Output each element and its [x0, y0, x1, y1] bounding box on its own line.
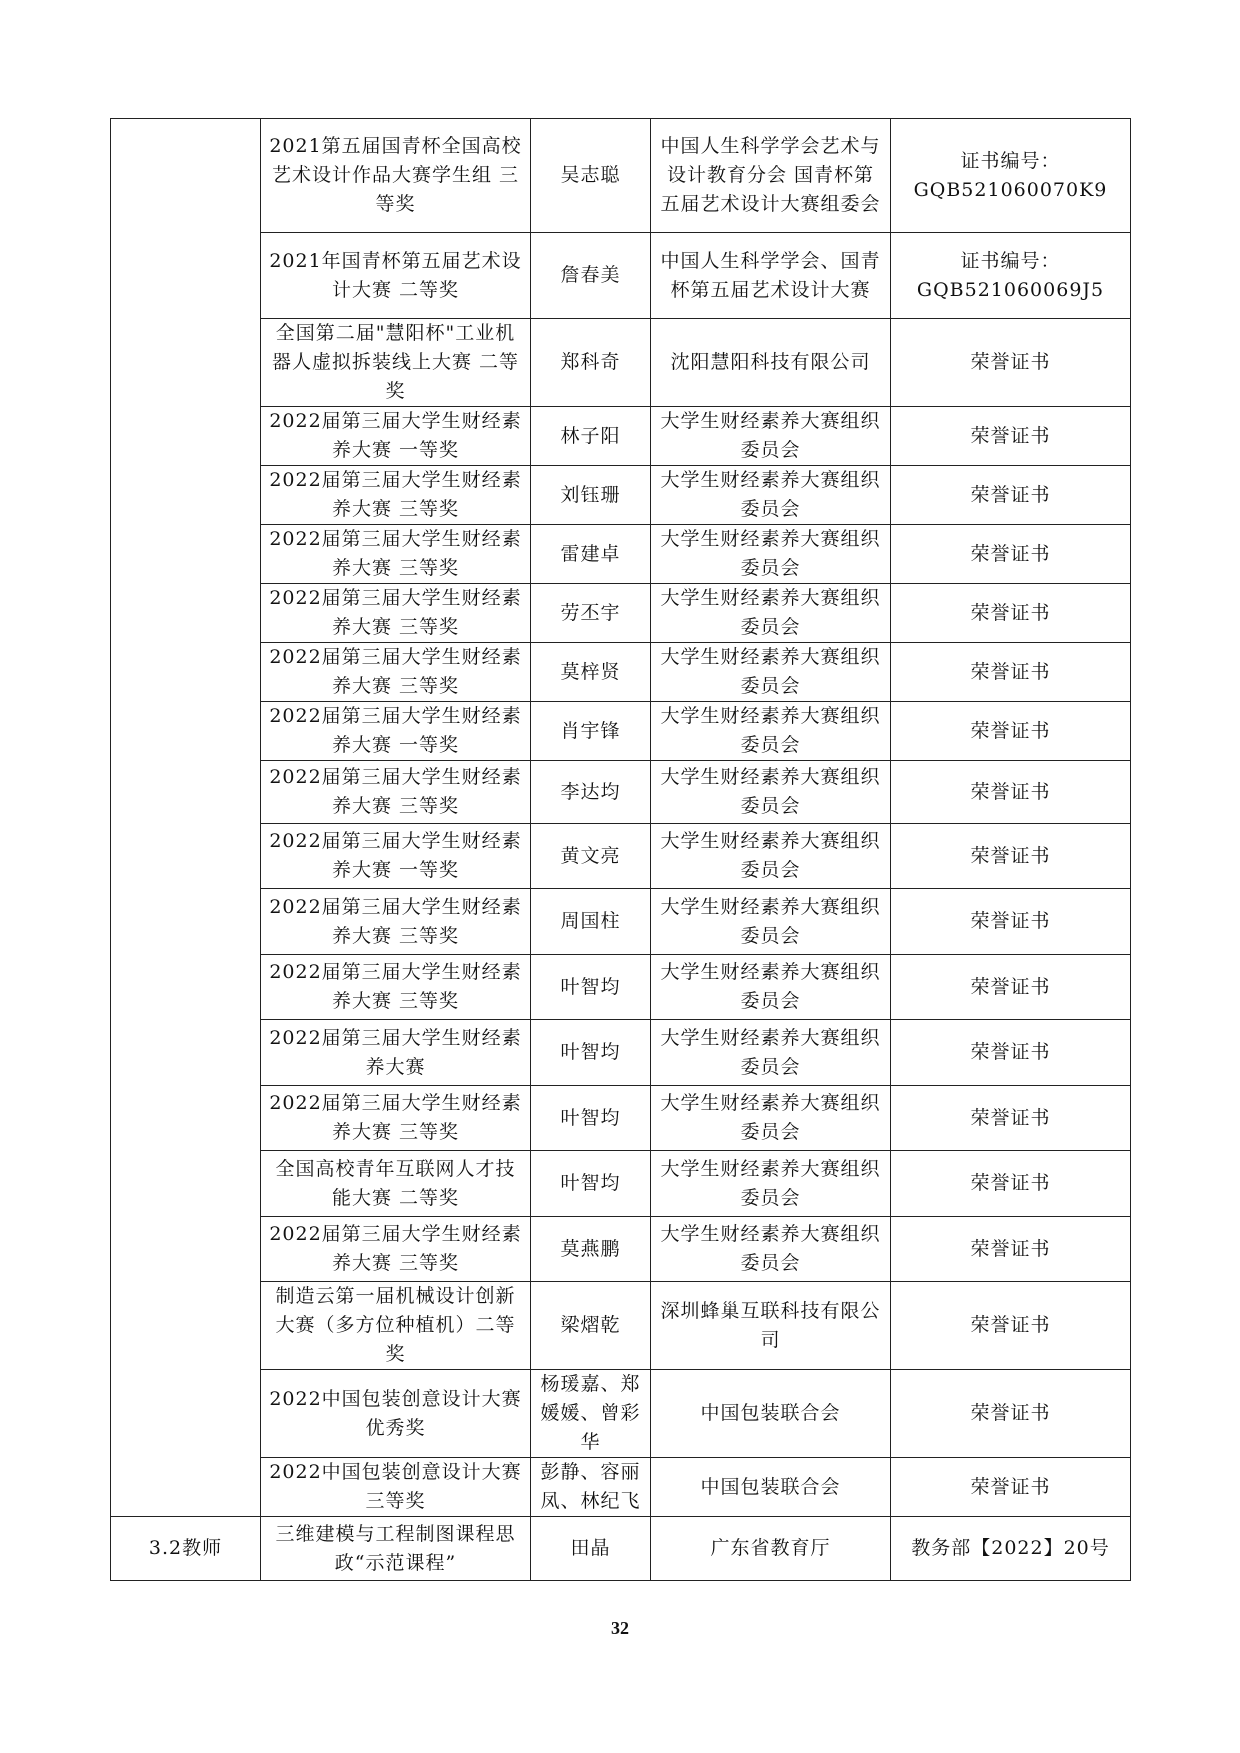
certificate-cell: 证书编号：GQB521060069J5: [891, 233, 1131, 319]
winner-cell: 刘钰珊: [531, 466, 651, 525]
issuer-cell: 大学生财经素养大赛组织委员会: [651, 761, 891, 824]
certificate-cell: 荣誉证书: [891, 1086, 1131, 1151]
winner-cell: 叶智均: [531, 1020, 651, 1086]
winner-cell: 詹春美: [531, 233, 651, 319]
table-row: [111, 1151, 1131, 1217]
table-row: [111, 889, 1131, 955]
table-row: [111, 1458, 1131, 1517]
issuer-cell: 大学生财经素养大赛组织委员会: [651, 955, 891, 1020]
winner-cell: 彭静、容丽凤、林纪飞: [531, 1458, 651, 1517]
certificate-cell: 荣誉证书: [891, 1370, 1131, 1458]
winner-cell: 叶智均: [531, 955, 651, 1020]
issuer-cell: 大学生财经素养大赛组织委员会: [651, 584, 891, 643]
issuer-cell: 中国包装联合会: [651, 1458, 891, 1517]
certificate-cell: 荣誉证书: [891, 319, 1131, 407]
award-cell: 三维建模与工程制图课程思政“示范课程”: [261, 1517, 531, 1581]
issuer-cell: 中国包装联合会: [651, 1370, 891, 1458]
student-category-cell: [111, 119, 261, 1517]
certificate-cell: 荣誉证书: [891, 824, 1131, 889]
winner-cell: 叶智均: [531, 1151, 651, 1217]
category-label: 3.2教师: [111, 1517, 261, 1581]
table-row: [111, 643, 1131, 702]
issuer-cell: 广东省教育厅: [651, 1517, 891, 1581]
award-cell: 2022届第三届大学生财经素养大赛: [261, 1020, 531, 1086]
issuer-cell: 大学生财经素养大赛组织委员会: [651, 407, 891, 466]
teacher-row: [111, 1517, 1131, 1581]
certificate-cell: 荣誉证书: [891, 466, 1131, 525]
issuer-cell: 大学生财经素养大赛组织委员会: [651, 466, 891, 525]
issuer-cell: 大学生财经素养大赛组织委员会: [651, 824, 891, 889]
certificate-cell: 荣誉证书: [891, 643, 1131, 702]
award-table: [110, 118, 1131, 1581]
certificate-cell: 荣誉证书: [891, 761, 1131, 824]
certificate-cell: 荣誉证书: [891, 889, 1131, 955]
issuer-cell: 大学生财经素养大赛组织委员会: [651, 1086, 891, 1151]
winner-cell: 莫梓贤: [531, 643, 651, 702]
certificate-cell: 荣誉证书: [891, 702, 1131, 761]
winner-cell: 莫燕鹏: [531, 1217, 651, 1282]
award-cell: 2022届第三届大学生财经素养大赛 一等奖: [261, 824, 531, 889]
page-number: 32: [611, 1618, 629, 1638]
award-cell: 2022届第三届大学生财经素养大赛 三等奖: [261, 584, 531, 643]
winner-cell: 李达均: [531, 761, 651, 824]
table-row: [111, 1370, 1131, 1458]
award-cell: 2022届第三届大学生财经素养大赛 三等奖: [261, 1086, 531, 1151]
certificate-cell: 荣誉证书: [891, 1458, 1131, 1517]
award-cell: 2022届第三届大学生财经素养大赛 三等奖: [261, 1217, 531, 1282]
issuer-cell: 大学生财经素养大赛组织委员会: [651, 889, 891, 955]
award-cell: 2022届第三届大学生财经素养大赛 一等奖: [261, 407, 531, 466]
certificate-cell: 荣誉证书: [891, 1020, 1131, 1086]
table-row: [111, 955, 1131, 1020]
table-row: [111, 407, 1131, 466]
certificate-cell: 荣誉证书: [891, 525, 1131, 584]
issuer-cell: 大学生财经素养大赛组织委员会: [651, 1217, 891, 1282]
table-row: [111, 1282, 1131, 1370]
award-cell: 制造云第一届机械设计创新大赛（多方位种植机）二等奖: [261, 1282, 531, 1370]
table-row: [111, 525, 1131, 584]
table-row: [111, 824, 1131, 889]
award-cell: 2022届第三届大学生财经素养大赛 三等奖: [261, 761, 531, 824]
table-row: [111, 702, 1131, 761]
issuer-cell: 沈阳慧阳科技有限公司: [651, 319, 891, 407]
winner-cell: 林子阳: [531, 407, 651, 466]
table-row: [111, 1086, 1131, 1151]
table-row: [111, 1020, 1131, 1086]
table-row: [111, 319, 1131, 407]
winner-cell: 杨瑗嘉、郑媛媛、曾彩华: [531, 1370, 651, 1458]
award-cell: 2022中国包装创意设计大赛 优秀奖: [261, 1370, 531, 1458]
issuer-cell: 中国人生科学学会、国青杯第五届艺术设计大赛: [651, 233, 891, 319]
award-cell: 2022届第三届大学生财经素养大赛 三等奖: [261, 466, 531, 525]
winner-cell: 叶智均: [531, 1086, 651, 1151]
issuer-cell: 大学生财经素养大赛组织委员会: [651, 525, 891, 584]
certificate-cell: 荣誉证书: [891, 1282, 1131, 1370]
winner-cell: 梁熠乾: [531, 1282, 651, 1370]
issuer-cell: 深圳蜂巢互联科技有限公司: [651, 1282, 891, 1370]
issuer-cell: 大学生财经素养大赛组织委员会: [651, 643, 891, 702]
award-cell: 2021第五届国青杯全国高校艺术设计作品大赛学生组 三等奖: [261, 119, 531, 233]
certificate-cell: 荣誉证书: [891, 584, 1131, 643]
winner-cell: 肖宇锋: [531, 702, 651, 761]
award-cell: 2022届第三届大学生财经素养大赛 三等奖: [261, 643, 531, 702]
certificate-cell: 荣誉证书: [891, 1217, 1131, 1282]
award-cell: 2022届第三届大学生财经素养大赛 三等奖: [261, 889, 531, 955]
award-cell: 2022届第三届大学生财经素养大赛 三等奖: [261, 525, 531, 584]
winner-cell: 黄文亮: [531, 824, 651, 889]
table-row: [111, 1217, 1131, 1282]
award-cell: 2021年国青杯第五届艺术设计大赛 二等奖: [261, 233, 531, 319]
certificate-cell: 证书编号：GQB521060070K9: [891, 119, 1131, 233]
award-cell: 全国高校青年互联网人才技能大赛 二等奖: [261, 1151, 531, 1217]
table-row: [111, 119, 1131, 233]
table-row: [111, 466, 1131, 525]
winner-cell: 周国柱: [531, 889, 651, 955]
winner-cell: 劳丕宇: [531, 584, 651, 643]
issuer-cell: 大学生财经素养大赛组织委员会: [651, 702, 891, 761]
certificate-cell: 荣誉证书: [891, 407, 1131, 466]
issuer-cell: 大学生财经素养大赛组织委员会: [651, 1151, 891, 1217]
award-cell: 2022届第三届大学生财经素养大赛 一等奖: [261, 702, 531, 761]
certificate-cell: 教务部【2022】20号: [891, 1517, 1131, 1581]
certificate-cell: 荣誉证书: [891, 955, 1131, 1020]
award-cell: 2022中国包装创意设计大赛 三等奖: [261, 1458, 531, 1517]
award-cell: 2022届第三届大学生财经素养大赛 三等奖: [261, 955, 531, 1020]
certificate-cell: 荣誉证书: [891, 1151, 1131, 1217]
issuer-cell: 中国人生科学学会艺术与设计教育分会 国青杯第五届艺术设计大赛组委会: [651, 119, 891, 233]
issuer-cell: 大学生财经素养大赛组织委员会: [651, 1020, 891, 1086]
table-row: [111, 584, 1131, 643]
winner-cell: 雷建卓: [531, 525, 651, 584]
award-cell: 全国第二届"慧阳杯"工业机器人虚拟拆装线上大赛 二等奖: [261, 319, 531, 407]
winner-cell: 郑科奇: [531, 319, 651, 407]
winner-cell: 田晶: [531, 1517, 651, 1581]
winner-cell: 吴志聪: [531, 119, 651, 233]
table-row: [111, 233, 1131, 319]
table-row: [111, 761, 1131, 824]
